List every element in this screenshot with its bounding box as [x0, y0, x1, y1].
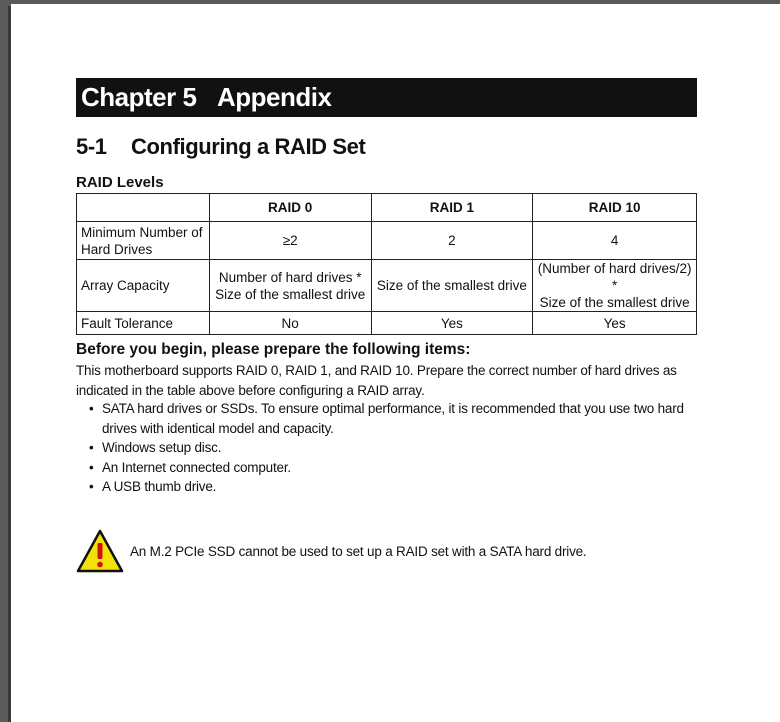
- table-header-cell: RAID 0: [209, 194, 371, 222]
- row-label: Fault Tolerance: [77, 312, 210, 335]
- warning-note: [76, 529, 587, 573]
- list-item: • Windows setup disc.: [89, 438, 701, 458]
- list-item: • An Internet connected computer.: [89, 458, 701, 478]
- table-header-cell: RAID 10: [533, 194, 697, 222]
- section-number: 5-1: [76, 134, 107, 159]
- bullet-icon: •: [89, 440, 94, 455]
- table-cell: (Number of hard drives/2) * Size of the smallest drive: [533, 260, 697, 312]
- chapter-number: Chapter 5: [81, 82, 197, 112]
- section-title: Configuring a RAID Set: [131, 134, 366, 159]
- list-item: • A USB thumb drive.: [89, 477, 701, 497]
- table-cell: No: [209, 312, 371, 335]
- bullet-icon: •: [89, 459, 94, 475]
- table-cell: 4: [533, 222, 697, 260]
- table-row: [77, 312, 697, 335]
- prerequisites-list: [89, 399, 701, 497]
- warning-triangle-icon: [76, 529, 124, 573]
- chapter-title: Appendix: [217, 82, 332, 112]
- table-cell: Yes: [533, 312, 697, 335]
- table-cell: Yes: [371, 312, 533, 335]
- table-header-row: [77, 194, 697, 222]
- table-cell: Number of hard drives * Size of the smallest drive: [209, 260, 371, 312]
- table-header-cell: [77, 194, 210, 222]
- table-title: RAID Levels: [76, 174, 164, 191]
- bullet-icon: •: [89, 479, 94, 494]
- list-item: • SATA hard drives or SSDs. To ensure optimal performance, it is recommended that you use two hard drives with identical model and capacity.: [89, 401, 684, 436]
- table-cell: 2: [371, 222, 533, 260]
- table-cell: Size of the smallest drive: [371, 260, 533, 312]
- table-header-cell: RAID 1: [371, 194, 533, 222]
- row-label: Minimum Number of Hard Drives: [77, 222, 210, 260]
- raid-levels-table: [76, 193, 697, 335]
- table-cell: ≥2: [209, 222, 371, 260]
- table-row: [77, 260, 697, 312]
- bullet-icon: •: [89, 401, 94, 416]
- row-label: Array Capacity: [77, 260, 210, 312]
- table-row: [77, 222, 697, 260]
- chapter-header: [76, 78, 697, 117]
- warning-text: An M.2 PCIe SSD cannot be used to set up a RAID set with a SATA hard drive.: [130, 543, 587, 559]
- prerequisites-heading: Before you begin, please prepare the following items:: [76, 341, 471, 358]
- section-heading: [76, 134, 365, 160]
- intro-paragraph: This motherboard supports RAID 0, RAID 1, and RAID 10. Prepare the correct number of hard drives as indicated in the table above before configuring a RAID array.: [76, 363, 677, 398]
